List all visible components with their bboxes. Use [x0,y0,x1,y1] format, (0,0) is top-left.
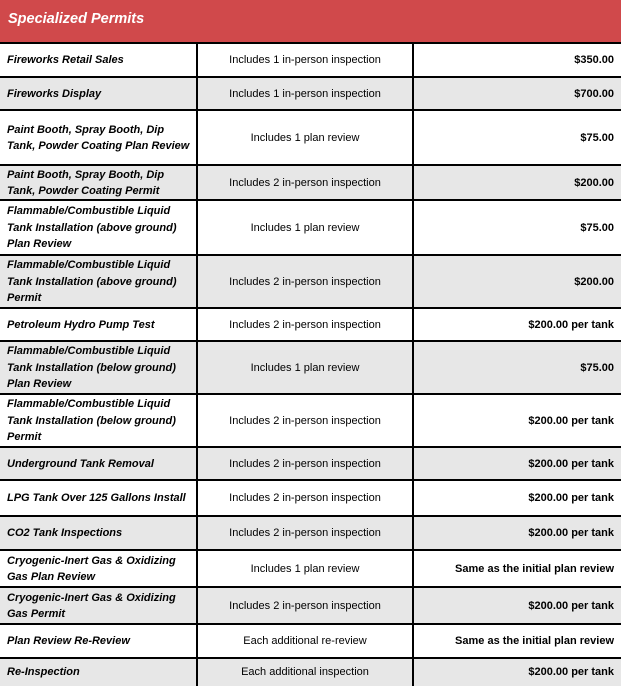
permit-includes [197,309,413,341]
permit-fee [413,256,621,308]
permit-name [0,448,197,480]
table-row [0,44,621,77]
row-divider [0,340,621,342]
permit-name [0,78,197,110]
permit-fee-text: $200.00 [574,176,614,189]
permit-name [0,517,197,550]
table-row [0,659,621,686]
column-divider [412,44,414,77]
permit-fee [413,551,621,587]
permit-fee-text: $75.00 [580,131,614,144]
permit-includes [197,342,413,394]
table-row [0,481,621,516]
column-divider [196,551,198,587]
permit-name-text: CO2 Tank Inspections [7,527,123,540]
permit-fee [413,201,621,255]
table-row [0,166,621,200]
permit-includes-text: Includes 1 plan review [250,361,360,374]
permit-name [0,44,197,77]
column-divider [412,201,414,255]
row-divider [0,199,621,201]
permit-name-text: Underground Tank Removal [7,457,154,470]
column-divider [412,517,414,550]
permit-fee [413,44,621,77]
column-divider [196,481,198,516]
permit-includes-text: Each additional inspection [241,666,369,679]
permit-includes-text: Includes 2 in-person inspection [229,457,381,470]
permit-fee-text: $200.00 per tank [528,599,614,612]
permit-fee-text: $200.00 [574,275,614,288]
permit-includes-text: Includes 2 in-person inspection [229,318,381,331]
permit-fee [413,395,621,447]
permit-includes [197,111,413,165]
column-divider [412,342,414,394]
table-row [0,342,621,394]
permit-includes [197,256,413,308]
column-divider [196,625,198,658]
column-divider [196,78,198,110]
table-row [0,256,621,308]
row-divider [0,549,621,551]
permit-fee [413,166,621,200]
permit-includes [197,166,413,200]
permit-fee [413,588,621,624]
permit-fee-text: $200.00 per tank [528,318,614,331]
permit-name [0,659,197,686]
permit-includes-text: Includes 2 in-person inspection [229,176,381,189]
permit-includes [197,551,413,587]
column-divider [196,44,198,77]
table-row [0,78,621,110]
permit-includes [197,588,413,624]
permit-fee-text: $700.00 [574,87,614,100]
permit-includes-text: Includes 2 in-person inspection [229,275,381,288]
permit-includes [197,517,413,550]
permit-includes-text: Each additional re-review [243,635,367,648]
permit-includes-text: Includes 2 in-person inspection [229,599,381,612]
row-divider [0,515,621,517]
permit-name [0,166,197,200]
row-divider [0,623,621,625]
permit-includes-text: Includes 2 in-person inspection [229,414,381,427]
permit-fee [413,517,621,550]
column-divider [412,111,414,165]
permit-includes-text: Includes 1 in-person inspection [229,54,381,67]
permit-includes-text: Includes 2 in-person inspection [229,492,381,505]
column-divider [412,625,414,658]
column-divider [412,166,414,200]
column-divider [196,342,198,394]
permit-name-text: Flammable/Combustible Liquid Tank Installation (below ground) Permit [7,398,176,444]
permit-name [0,625,197,658]
permit-fee-text: Same as the initial plan review [455,635,614,648]
permit-fee [413,481,621,516]
permit-includes [197,395,413,447]
table-title: Specialized Permits [8,11,145,27]
row-divider [0,393,621,395]
row-divider [0,109,621,111]
column-divider [196,166,198,200]
table-row [0,111,621,165]
column-divider [412,395,414,447]
permit-fee-text: $200.00 per tank [528,666,614,679]
permit-includes [197,201,413,255]
permit-includes-text: Includes 2 in-person inspection [229,527,381,540]
column-divider [412,588,414,624]
permit-fee [413,625,621,658]
permit-name [0,256,197,308]
permit-fee-text: $75.00 [580,221,614,234]
row-divider [0,586,621,588]
column-divider [196,395,198,447]
permit-includes [197,481,413,516]
permit-includes-text: Includes 1 plan review [250,131,360,144]
permit-includes [197,78,413,110]
row-divider [0,76,621,78]
permit-name [0,588,197,624]
permit-name [0,551,197,587]
row-divider [0,446,621,448]
row-divider [0,42,621,44]
permit-name-text: Flammable/Combustible Liquid Tank Installation (below ground) Plan Review [7,345,176,391]
column-divider [412,78,414,110]
column-divider [196,517,198,550]
permit-name-text: Cryogenic-Inert Gas & Oxidizing Gas Plan Review [7,554,176,583]
column-divider [196,659,198,686]
row-divider [0,164,621,166]
permit-name-text: Flammable/Combustible Liquid Tank Installation (above ground) Permit [7,259,177,305]
permit-name-text: Fireworks Retail Sales [7,54,124,67]
permit-includes-text: Includes 1 plan review [250,562,360,575]
column-divider [412,256,414,308]
table-row [0,517,621,550]
permit-name-text: Flammable/Combustible Liquid Tank Installation (above ground) Plan Review [7,205,177,251]
permit-fee [413,659,621,686]
permit-fee-text: $75.00 [580,361,614,374]
permit-fee-text: $350.00 [574,54,614,67]
permit-name-text: Paint Booth, Spray Booth, Dip Tank, Powder Coating Permit [7,168,165,197]
permit-name-text: Paint Booth, Spray Booth, Dip Tank, Powder Coating Plan Review [7,123,190,152]
permit-fee [413,111,621,165]
permit-name [0,481,197,516]
permit-name-text: Fireworks Display [7,87,102,100]
column-divider [412,448,414,480]
column-divider [412,309,414,341]
column-divider [196,201,198,255]
permit-name [0,111,197,165]
column-divider [412,481,414,516]
table-row [0,448,621,480]
permit-fee-text: Same as the initial plan review [455,562,614,575]
permit-includes [197,659,413,686]
table-row [0,395,621,447]
permit-name [0,342,197,394]
row-divider [0,307,621,309]
permit-name-text: Plan Review Re-Review [7,635,130,648]
permit-name [0,309,197,341]
permit-fee [413,448,621,480]
permit-includes-text: Includes 1 in-person inspection [229,87,381,100]
table-row [0,309,621,341]
permit-fee-text: $200.00 per tank [528,457,614,470]
permit-includes [197,448,413,480]
permit-fee-text: $200.00 per tank [528,527,614,540]
permit-fee [413,342,621,394]
permit-name-text: Petroleum Hydro Pump Test [7,318,155,331]
table-row [0,201,621,255]
permit-fee-text: $200.00 per tank [528,492,614,505]
permit-includes [197,625,413,658]
column-divider [196,309,198,341]
permit-name-text: LPG Tank Over 125 Gallons Install [7,492,186,505]
column-divider [196,256,198,308]
table-header [0,0,621,42]
permit-name-text: Re-Inspection [7,666,80,679]
permit-includes [197,44,413,77]
table-row [0,588,621,624]
permit-fee [413,78,621,110]
row-divider [0,254,621,256]
table-row [0,551,621,587]
permit-fee [413,309,621,341]
permit-includes-text: Includes 1 plan review [250,221,360,234]
permit-name [0,201,197,255]
column-divider [412,551,414,587]
column-divider [196,448,198,480]
column-divider [196,111,198,165]
column-divider [412,659,414,686]
permit-name [0,395,197,447]
row-divider [0,479,621,481]
table-row [0,625,621,658]
permit-fee-text: $200.00 per tank [528,414,614,427]
row-divider [0,657,621,659]
column-divider [196,588,198,624]
permit-name-text: Cryogenic-Inert Gas & Oxidizing Gas Permit [7,591,176,620]
